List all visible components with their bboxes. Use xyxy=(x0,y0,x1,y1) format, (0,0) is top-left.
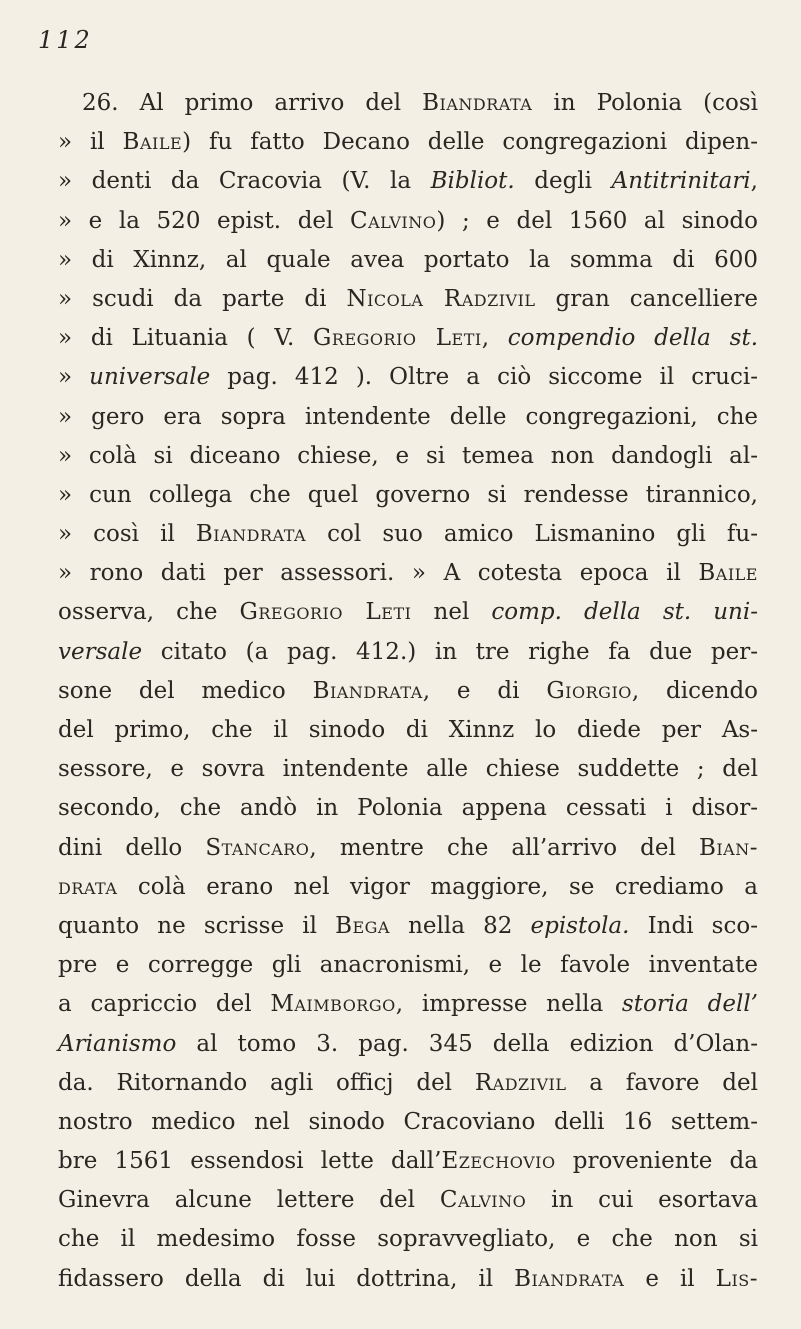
text-span: ) ; e del 1560 al sinodo xyxy=(436,207,758,234)
text-span: » colà si diceano chiese, e si temea non dandogli al- xyxy=(58,442,758,469)
text-span: , e di xyxy=(422,677,547,704)
text-span: sone del medico xyxy=(58,677,313,704)
text-span: Stancaro xyxy=(205,834,310,861)
text-line xyxy=(58,319,758,358)
text-line xyxy=(58,162,758,201)
text-span: col suo amico Lismanino gli fu- xyxy=(306,521,759,548)
text-span: quanto ne scrisse il xyxy=(58,912,336,939)
text-span: Gregorio Leti xyxy=(313,325,482,352)
text-span: a capriccio del xyxy=(58,991,271,1018)
text-span: pre e corregge gli anacronismi, e le favole inventate xyxy=(58,952,758,979)
text-span: Ezechovio xyxy=(441,1148,556,1175)
text-span: Arianismo xyxy=(58,1030,177,1057)
text-span: universale xyxy=(89,364,211,391)
text-span: versale xyxy=(58,638,143,665)
text-span: bre 1561 essendosi lette dall’ xyxy=(58,1148,442,1175)
text-span: Gregorio Leti xyxy=(239,599,412,626)
text-span: Biandrata xyxy=(514,1265,625,1292)
text-span: Maimborgo xyxy=(270,991,396,1018)
text-span: Calvino xyxy=(439,1187,527,1214)
text-line xyxy=(58,829,758,868)
text-span: , impresse nella xyxy=(395,991,622,1018)
text-span: , xyxy=(481,325,508,352)
page-number: 112 xyxy=(38,26,93,54)
text-span: nostro medico nel sinodo Cracoviano delli 16 settem- xyxy=(58,1108,758,1135)
text-span: citato (a pag. 412.) in tre righe fa due per- xyxy=(142,638,758,665)
text-span: al tomo 3. pag. 345 della edizion d’Olan- xyxy=(176,1030,758,1057)
text-line xyxy=(58,554,758,593)
text-span: » di Lituania ( V. xyxy=(58,325,314,352)
text-span: » rono dati per assessori. » A cotesta epoca il xyxy=(58,560,699,587)
text-line xyxy=(58,398,758,437)
text-line xyxy=(58,280,758,319)
text-span: storia dell’ xyxy=(621,991,758,1018)
text-span: » di Xinnz, al quale avea portato la somma di 600 xyxy=(58,246,758,273)
text-span: Indi sco- xyxy=(629,912,758,939)
text-line xyxy=(58,437,758,476)
text-span: in cui esortava xyxy=(526,1187,758,1214)
text-span: , dicendo xyxy=(631,677,759,704)
body-text xyxy=(58,84,758,1299)
text-line xyxy=(58,123,758,162)
text-span: Ginevra alcune lettere del xyxy=(58,1187,440,1214)
text-span: Biandrata xyxy=(422,90,533,116)
text-span: » e la 520 epist. del xyxy=(58,207,350,234)
text-span: proveniente da xyxy=(555,1148,758,1175)
text-span: del primo, che il sinodo di Xinnz lo diede per As- xyxy=(58,717,758,743)
text-line xyxy=(58,1103,758,1142)
text-span: » denti da Cracovia (V. la xyxy=(58,168,431,195)
text-span: a favore del xyxy=(566,1069,758,1096)
text-span: gran cancelliere xyxy=(535,285,758,312)
text-line xyxy=(58,985,758,1024)
text-line xyxy=(58,1064,758,1103)
text-line xyxy=(58,515,758,554)
text-line xyxy=(58,1025,758,1064)
text-span: , mentre che all’arrivo del xyxy=(309,834,699,861)
text-line xyxy=(58,593,758,632)
text-span: nel xyxy=(411,599,492,626)
text-span: da. Ritornando agli officj del xyxy=(58,1069,475,1096)
text-span: » così il xyxy=(58,521,196,548)
text-span: Calvino xyxy=(350,207,437,234)
text-span: Lis- xyxy=(715,1265,758,1292)
text-span: che il medesimo fosse sopravvegliato, e che non si xyxy=(58,1226,758,1253)
text-span: » xyxy=(58,364,90,391)
text-line xyxy=(58,789,758,828)
text-span: , xyxy=(750,168,758,195)
text-span: nella 82 xyxy=(389,912,531,939)
text-span: » cun collega che quel governo si rendesse tirannico, xyxy=(58,481,758,508)
text-line xyxy=(58,1181,758,1220)
text-line xyxy=(58,358,758,397)
text-line xyxy=(58,1142,758,1181)
text-span: e il xyxy=(624,1265,716,1292)
text-line xyxy=(58,476,758,515)
text-line xyxy=(58,750,758,789)
text-span: » il xyxy=(58,129,123,156)
text-line xyxy=(58,1220,758,1259)
text-span: fidassero della di lui dottrina, il xyxy=(58,1265,515,1292)
text-span: » gero era sopra intendente delle congregazioni, che xyxy=(58,403,758,430)
text-line xyxy=(58,672,758,711)
text-span: sessore, e sovra intendente alle chiese suddette ; del xyxy=(58,756,758,783)
text-span: Bega xyxy=(335,912,390,939)
text-span: degli xyxy=(514,168,612,195)
text-span: Giorgio xyxy=(546,677,632,704)
text-span: pag. 412 ). Oltre a ciò siccome il cruci- xyxy=(210,364,758,391)
text-span: drata xyxy=(58,873,118,900)
text-span: Biandrata xyxy=(312,677,423,704)
text-span: in Polonia (così xyxy=(532,90,758,116)
text-span: epistola. xyxy=(530,912,630,939)
text-span: compendio della st. xyxy=(507,325,758,352)
text-span: ) fu fatto Decano delle congregazioni dipen- xyxy=(182,129,759,156)
text-span: Bibliot. xyxy=(430,168,515,195)
text-line xyxy=(58,84,758,123)
text-span: Antitrinitari xyxy=(611,168,751,195)
text-line xyxy=(58,633,758,672)
text-span: secondo, che andò in Polonia appena cessati i disor- xyxy=(58,795,758,822)
text-span: Biandrata xyxy=(195,521,307,548)
text-span: dini dello xyxy=(58,834,206,861)
text-span: Baile xyxy=(122,129,183,156)
text-line xyxy=(58,711,758,750)
text-line xyxy=(58,907,758,946)
text-line xyxy=(58,868,758,907)
text-line xyxy=(58,946,758,985)
text-line xyxy=(58,241,758,280)
text-span: 26. Al primo arrivo del xyxy=(82,90,423,116)
text-span: » scudi da parte di xyxy=(58,285,347,312)
text-span: Radzivil xyxy=(474,1069,567,1096)
text-span: colà erano nel vigor maggiore, se crediamo a xyxy=(117,873,758,900)
text-span: comp. della st. uni- xyxy=(491,599,758,626)
text-line xyxy=(58,202,758,241)
text-span: Baile xyxy=(698,560,758,587)
text-span: Bian- xyxy=(698,834,758,861)
text-span: Nicola Radzivil xyxy=(346,285,536,312)
text-span: osserva, che xyxy=(58,599,240,626)
text-line xyxy=(58,1260,758,1299)
